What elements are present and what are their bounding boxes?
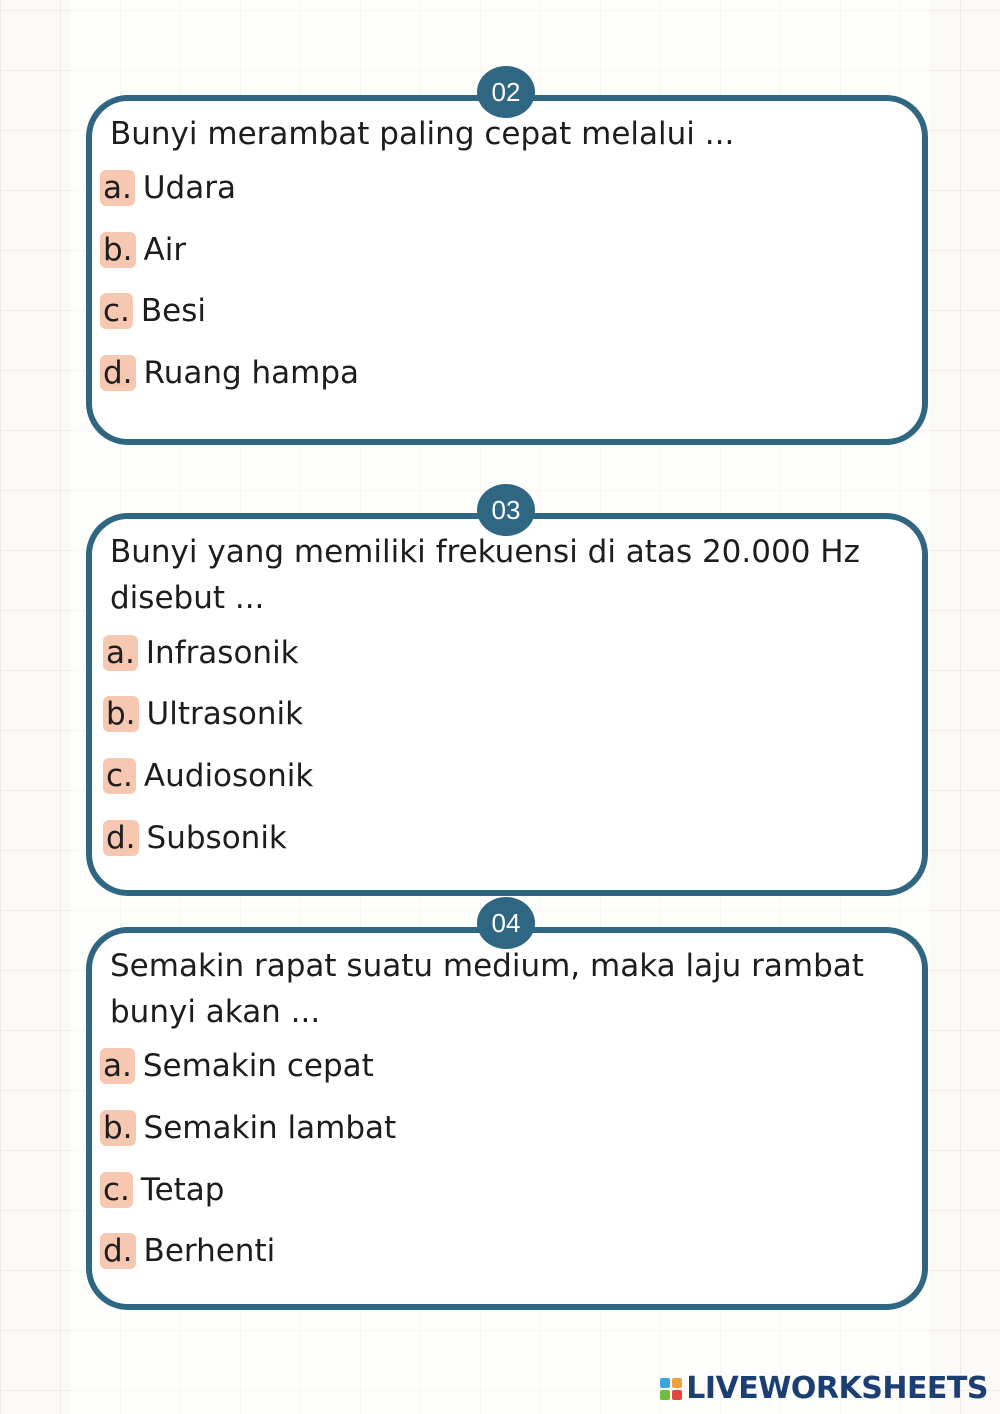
option-label: Besi xyxy=(140,293,207,329)
option-c[interactable] xyxy=(100,291,206,331)
option-label: Semakin cepat xyxy=(142,1048,374,1084)
question-number-badge: 02 xyxy=(477,66,535,118)
option-b[interactable] xyxy=(100,1108,396,1148)
option-letter: b. xyxy=(103,696,139,732)
option-b[interactable] xyxy=(100,230,186,270)
option-a[interactable] xyxy=(100,1046,374,1086)
option-d[interactable] xyxy=(103,818,287,858)
option-letter: d. xyxy=(100,355,136,391)
option-letter: c. xyxy=(100,1172,133,1208)
option-d[interactable] xyxy=(100,353,359,393)
option-letter: c. xyxy=(100,293,133,329)
question-text: Bunyi yang memiliki frekuensi di atas 20.000 Hz disebut ... xyxy=(110,534,860,616)
option-label: Air xyxy=(143,232,187,268)
option-letter: a. xyxy=(100,1048,135,1084)
question-number-badge: 04 xyxy=(477,897,535,949)
option-label: Ruang hampa xyxy=(143,355,360,391)
option-label: Udara xyxy=(142,170,236,206)
option-letter: b. xyxy=(100,1110,136,1146)
option-a[interactable] xyxy=(100,168,236,208)
option-label: Tetap xyxy=(140,1172,225,1208)
option-label: Berhenti xyxy=(143,1233,276,1269)
option-label: Semakin lambat xyxy=(143,1110,397,1146)
option-letter: a. xyxy=(103,635,138,671)
question-text: Bunyi merambat paling cepat melalui ... xyxy=(110,116,735,152)
brand-name: LIVEWORKSHEETS xyxy=(686,1371,988,1406)
option-label: Subsonik xyxy=(146,820,287,856)
question-text: Semakin rapat suatu medium, maka laju rambat bunyi akan ... xyxy=(110,948,864,1030)
option-d[interactable] xyxy=(100,1231,275,1271)
liveworksheets-logo-icon xyxy=(660,1378,682,1400)
option-letter: d. xyxy=(100,1233,136,1269)
option-c[interactable] xyxy=(103,756,313,796)
question-number-badge: 03 xyxy=(477,484,535,536)
option-label: Infrasonik xyxy=(145,635,299,671)
option-letter: c. xyxy=(103,758,136,794)
option-letter: a. xyxy=(100,170,135,206)
option-a[interactable] xyxy=(103,633,299,673)
option-label: Ultrasonik xyxy=(146,696,304,732)
option-letter: d. xyxy=(103,820,139,856)
option-c[interactable] xyxy=(100,1170,224,1210)
option-letter: b. xyxy=(100,232,136,268)
liveworksheets-logo[interactable] xyxy=(660,1371,988,1406)
option-b[interactable] xyxy=(103,694,303,734)
option-label: Audiosonik xyxy=(143,758,314,794)
